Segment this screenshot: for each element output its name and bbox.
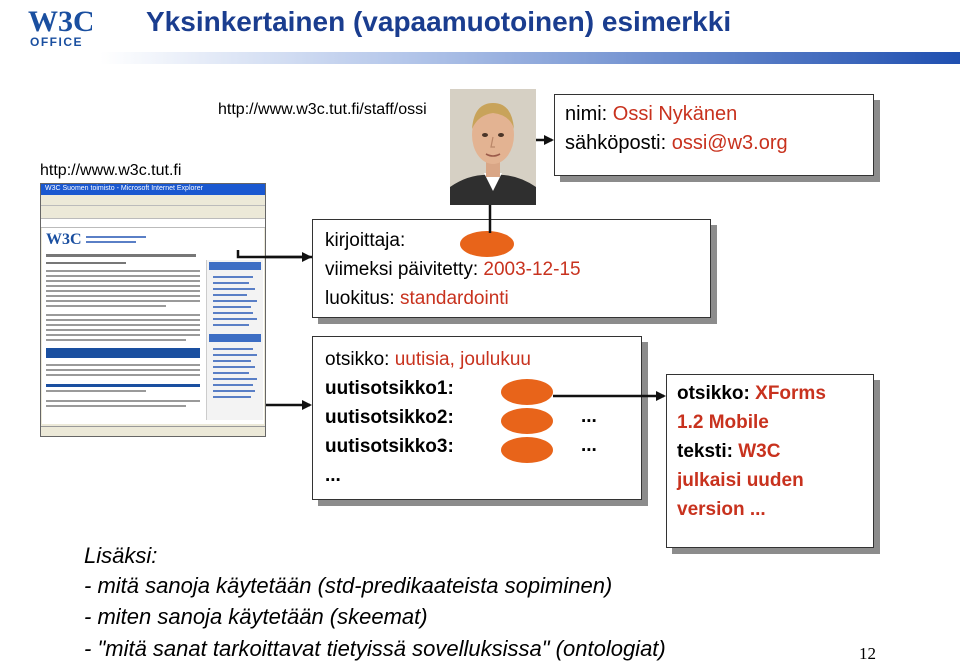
author-label: kirjoittaja:	[325, 230, 406, 251]
email-value: ossi@w3.org	[671, 132, 788, 154]
item-text-value-2: julkaisi uuden	[677, 470, 804, 491]
svg-text:W3C: W3C	[28, 5, 92, 38]
site-url[interactable]: http://www.w3c.tut.fi	[40, 162, 182, 179]
staff-url[interactable]: http://www.w3c.tut.fi/staff/ossi	[218, 101, 427, 118]
news-item-3-ellipsis: ...	[581, 435, 597, 456]
classification-label: luokitus:	[325, 288, 395, 309]
news-title-value: uutisia, joulukuu	[394, 349, 531, 370]
svg-text:OFFICE: OFFICE	[30, 35, 83, 48]
notes-bullet-3: - "mitä sanat tarkoittavat tietyissä sovelluksissa" (ontologiat)	[84, 636, 666, 661]
item-title-value-2: 1.2 Mobile	[677, 412, 769, 433]
item-text-value-3: version ...	[677, 499, 766, 520]
news-item-3: uutisotsikko3:	[325, 436, 454, 457]
browser-titlebar: W3C Suomen toimisto - Microsoft Internet Explorer	[41, 184, 265, 195]
notes-heading: Lisäksi:	[84, 543, 158, 568]
page-number: 12	[859, 644, 876, 663]
updated-label: viimeksi päivitetty:	[325, 259, 479, 280]
news-item-2-ellipsis: ...	[581, 406, 597, 427]
name-value: Ossi Nykänen	[612, 103, 738, 125]
email-label: sähköposti:	[565, 132, 667, 154]
w3c-logo-small: W3C	[46, 231, 82, 248]
news-item-2: uutisotsikko2:	[325, 407, 454, 428]
name-label: nimi:	[565, 103, 608, 125]
notes-bullet-2: - miten sanoja käytetään (skeemat)	[84, 604, 428, 629]
item-text-value-1: W3C	[738, 441, 781, 462]
slide-title: Yksinkertainen (vapaamuotoinen) esimerkki	[146, 6, 732, 37]
news-item-1: uutisotsikko1:	[325, 378, 454, 399]
notes-bullet-1: - mitä sanoja käytetään (std-predikaateista sopiminen)	[84, 573, 613, 598]
item-title-value-1: XForms	[755, 383, 826, 404]
news-more: ...	[325, 465, 341, 486]
item-title-label: otsikko:	[677, 383, 750, 404]
item-text-label: teksti:	[677, 441, 733, 462]
news-title-label: otsikko:	[325, 349, 390, 370]
updated-value: 2003-12-15	[483, 259, 581, 280]
classification-value: standardointi	[399, 288, 509, 309]
